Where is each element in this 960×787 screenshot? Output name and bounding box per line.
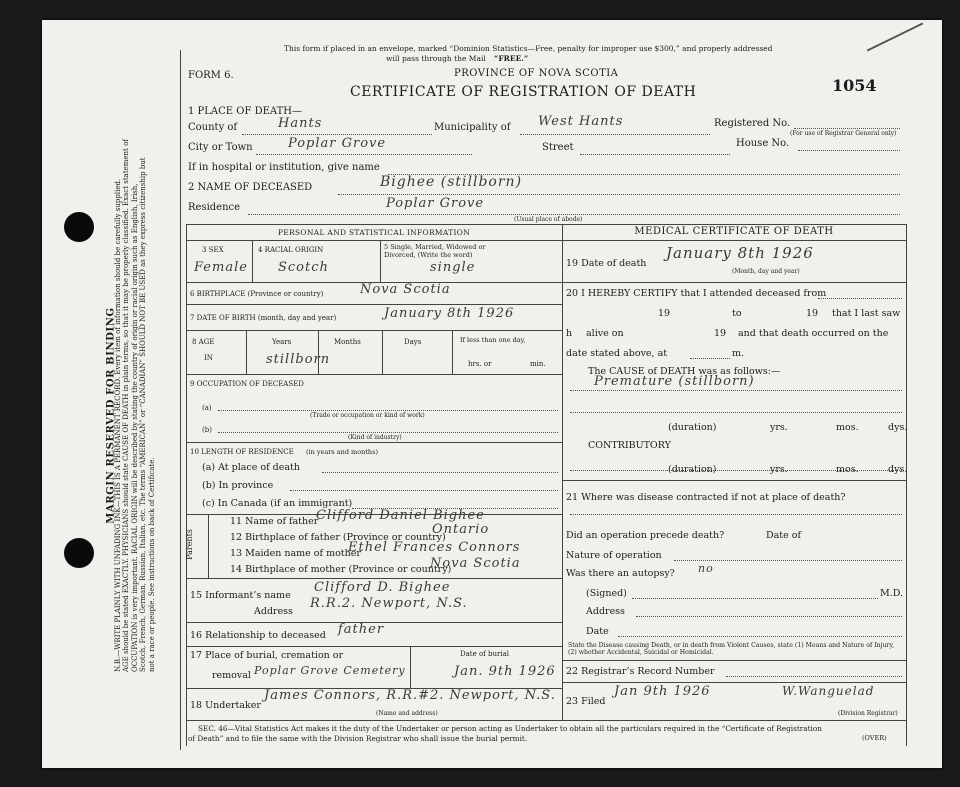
- personal-heading: PERSONAL AND STATISTICAL INFORMATION: [277, 228, 471, 237]
- right-frame: [906, 224, 907, 746]
- division-registrar-note: (Division Registrar): [838, 710, 898, 717]
- rule: [290, 490, 558, 491]
- undertaker-note: (Name and address): [376, 710, 438, 717]
- rule: [726, 676, 902, 677]
- residence-value: Poplar Grove: [386, 196, 485, 211]
- certify-date-stated: date stated above, at: [566, 348, 668, 359]
- mos-label-2: mos.: [836, 464, 859, 475]
- occupation-a: (a): [202, 404, 212, 412]
- days-label: Days: [404, 338, 422, 346]
- registered-note: (For use of Registrar General only): [790, 130, 897, 137]
- municipality-line: [520, 134, 710, 135]
- rule: [186, 240, 562, 241]
- binding-hole-top: [64, 212, 94, 242]
- residence-line: [248, 214, 900, 215]
- rule: [246, 330, 247, 374]
- dob-value: January 8th 1926: [384, 306, 515, 321]
- street-line: [580, 154, 730, 155]
- contributory-label: CONTRIBUTORY: [588, 440, 671, 451]
- mother-label: 13 Maiden name of mother: [230, 548, 361, 559]
- certify-h: h: [566, 328, 573, 339]
- relationship-value: father: [338, 622, 385, 637]
- province-title: PROVINCE OF NOVA SCOTIA: [454, 68, 619, 79]
- occupation-b-line: [218, 432, 558, 433]
- registered-line: [794, 128, 900, 129]
- over-label: (OVER): [862, 734, 887, 742]
- relationship-label: 16 Relationship to deceased: [190, 630, 326, 641]
- residence-at-death: (a) At place of death: [202, 462, 300, 473]
- months-label: Months: [334, 338, 361, 346]
- mos-label: mos.: [836, 422, 859, 433]
- occupation-a-line: [218, 410, 558, 411]
- city-label: City or Town: [188, 142, 253, 153]
- residence-length-note: (in years and months): [306, 448, 378, 456]
- occupation-a-note: (Trade or occupation or kind of work): [310, 412, 425, 419]
- signed-label: (Signed): [586, 588, 627, 599]
- yrs-label-2: yrs.: [770, 464, 788, 475]
- county-value: Hants: [278, 116, 323, 131]
- filed-label: 23 Filed: [566, 696, 606, 707]
- age-label-2: IN: [204, 354, 213, 362]
- certify-alive-on: alive on: [586, 328, 624, 339]
- mother-birthplace-label: 14 Birthplace of mother (Province or country): [230, 564, 452, 575]
- sec46-line-2: of Death” and to file the same with the Division Registrar who shall issue the burial permit.: [188, 734, 528, 743]
- house-line: [798, 150, 900, 151]
- rule: [570, 412, 902, 413]
- residence-label: Residence: [188, 202, 241, 213]
- informant-address-value: R.R.2. Newport, N.S.: [310, 596, 468, 611]
- parents-label: Parents: [184, 529, 194, 560]
- sec46-line-1: SEC. 46—Vital Statistics Act makes it the duty of the Undertaker or person acting as Undertaker to obtain all the particulars required in the “Certificate of Registration: [198, 724, 822, 733]
- certificate-title: CERTIFICATE OF REGISTRATION OF DEATH: [350, 84, 697, 100]
- race-value: Scotch: [278, 260, 329, 275]
- binding-hole-bottom: [64, 538, 94, 568]
- rule: [562, 682, 906, 683]
- instruction-line: OCCUPATION is very important. RACIAL ORIGIN will be described by stating the country of origin or racial origin such as English, Irish,: [130, 183, 139, 673]
- rule: [186, 578, 562, 579]
- rule: [410, 646, 411, 688]
- rule: [452, 330, 453, 374]
- nature-operation-label: Nature of operation: [566, 550, 662, 561]
- cause-instructions-note: State the Disease causing Death, or in death from Violent Causes, state (1) Means and Nature of Injury, (2) whether Accidental, Suicidal or Homicidal.: [568, 642, 895, 656]
- rule: [186, 330, 562, 331]
- rule: [186, 304, 562, 305]
- certify-19c: 19: [714, 328, 727, 339]
- municipality-value: West Hants: [538, 114, 624, 129]
- instructions-block: [113, 139, 156, 673]
- autopsy-value: no: [698, 562, 714, 575]
- yrs-label: yrs.: [770, 422, 788, 433]
- father-birthplace-label: 12 Birthplace of father (Province or country): [230, 532, 446, 543]
- deceased-name-line: [338, 194, 900, 195]
- residence-in-province: (b) In province: [202, 480, 274, 491]
- center-divider: [562, 224, 563, 720]
- rule: [252, 240, 253, 282]
- table-top-rule: [186, 224, 906, 225]
- rule: [208, 514, 209, 578]
- birthplace-value: Nova Scotia: [360, 282, 451, 297]
- residence-note: (Usual place of abode): [514, 216, 583, 223]
- county-label: County of: [188, 122, 238, 133]
- birthplace-label: 6 BIRTHPLACE (Province or country): [190, 290, 324, 298]
- certify-m: m.: [732, 348, 745, 359]
- less-than-day-label: If less than one day,: [460, 336, 526, 344]
- death-date-note: (Month, day and year): [732, 268, 800, 275]
- registrar-signature: W.Wanguelad: [782, 684, 875, 698]
- instruction-line: not a race or people. See instructions on back of Certificate.: [147, 457, 156, 673]
- sex-label: 3 SEX: [202, 246, 224, 254]
- duration-label: (duration): [668, 422, 717, 433]
- burial-date-value: Jan. 9th 1926: [454, 664, 556, 679]
- rule: [618, 636, 902, 637]
- left-frame: [186, 224, 187, 746]
- father-birthplace-value: Ontario: [432, 522, 490, 537]
- burial-date-label: Date of burial: [460, 650, 509, 658]
- city-value: Poplar Grove: [288, 136, 387, 151]
- md-label: M.D.: [880, 588, 904, 599]
- margin-rule: [180, 50, 181, 750]
- registered-label: Registered No.: [714, 118, 791, 129]
- municipality-label: Municipality of: [434, 122, 511, 133]
- signature-line: [632, 598, 878, 599]
- rule: [570, 390, 902, 391]
- instruction-line: N.B.—WRITE PLAINLY WITH UNFADING INK—THIS IS A PERMANENT RECORD. Every item of information should be carefully supplied.: [113, 178, 122, 673]
- dys-label-2: dys.: [888, 464, 908, 475]
- rule: [570, 514, 902, 515]
- rule: [562, 240, 906, 241]
- certify-death-occurred: and that death occurred on the: [738, 328, 889, 339]
- check-mark: [867, 23, 924, 52]
- race-label: 4 RACIAL ORIGIN: [258, 246, 324, 254]
- mother-value: Ethel Frances Connors: [348, 540, 521, 555]
- min-label: min.: [530, 360, 546, 368]
- burial-label-2: removal: [212, 670, 251, 681]
- occupation-label: 9 OCCUPATION OF DECEASED: [190, 380, 304, 388]
- instruction-line: AGE should be stated EXACTLY. PHYSICIANS should state CAUSE OF DEATH in plain terms, so that it may be properly classified. Exact statement of: [122, 139, 131, 673]
- hrs-label: hrs. or: [468, 360, 492, 368]
- deceased-name-value: Bighee (stillborn): [380, 174, 523, 190]
- rule: [818, 298, 902, 299]
- burial-place-value: Poplar Grove Cemetery: [254, 664, 406, 677]
- death-certificate: [42, 20, 942, 768]
- medical-address-label: Address: [586, 606, 625, 617]
- marital-label-1: 5 Single, Married, Widowed or: [384, 243, 486, 251]
- city-line: [256, 154, 472, 155]
- county-line: [242, 134, 432, 135]
- certify-line-1: 20 I HEREBY CERTIFY that I attended deceased from: [566, 288, 827, 299]
- disease-contracted-label: 21 Where was disease contracted if not at place of death?: [566, 492, 846, 503]
- certify-to: to: [732, 308, 742, 319]
- envelope-free: “FREE.”: [494, 54, 529, 63]
- dob-label: 7 DATE OF BIRTH (month, day and year): [190, 314, 337, 322]
- place-section-label: 1 PLACE OF DEATH—: [188, 106, 302, 117]
- rule: [562, 660, 906, 661]
- sex-value: Female: [194, 260, 248, 275]
- cause-label: The CAUSE of DEATH was as follows:—: [588, 366, 781, 377]
- dys-label: dys.: [888, 422, 908, 433]
- death-date-label: 19 Date of death: [566, 258, 647, 269]
- father-label: 11 Name of father: [230, 516, 319, 527]
- street-label: Street: [542, 142, 574, 153]
- years-label: Years: [272, 338, 292, 346]
- rule: [674, 560, 902, 561]
- house-label: House No.: [736, 138, 790, 149]
- rule: [636, 616, 902, 617]
- hospital-label: If in hospital or institution, give name: [188, 162, 380, 173]
- undertaker-value: James Connors, R.R.#2. Newport, N.S.: [264, 688, 556, 703]
- medical-date-label: Date: [586, 626, 609, 637]
- rule: [186, 442, 562, 443]
- marital-value: single: [430, 260, 476, 275]
- registrar-record-label: 22 Registrar’s Record Number: [566, 666, 715, 677]
- footer-rule: [186, 720, 906, 721]
- age-value: stillborn: [266, 352, 331, 367]
- occupation-b-note: (Kind of industry): [348, 434, 402, 441]
- rule: [690, 358, 730, 359]
- residence-length-label: 10 LENGTH OF RESIDENCE: [190, 448, 294, 456]
- binding-label: MARGIN RESERVED FOR BINDING: [105, 307, 117, 524]
- residence-in-canada: (c) In Canada (if an immigrant): [202, 498, 353, 509]
- rule: [322, 472, 558, 473]
- age-label-1: 8 AGE: [192, 338, 215, 346]
- duration-label-2: (duration): [668, 464, 717, 475]
- envelope-note-2: will pass through the Mail: [386, 54, 486, 63]
- mother-birthplace-value: Nova Scotia: [430, 556, 521, 571]
- autopsy-label: Was there an autopsy?: [566, 568, 675, 579]
- marital-label-2: Divorced, (Write the word): [384, 251, 473, 259]
- death-date-value: January 8th 1926: [666, 244, 814, 262]
- operation-label: Did an operation precede death?: [566, 530, 725, 541]
- burial-label-1: 17 Place of burial, cremation or: [190, 650, 344, 661]
- medical-heading: MEDICAL CERTIFICATE OF DEATH: [634, 226, 834, 237]
- certify-last-saw: that I last saw: [832, 308, 901, 319]
- operation-date-label: Date of: [766, 530, 801, 541]
- rule: [562, 282, 906, 283]
- deceased-name-label: 2 NAME OF DECEASED: [188, 182, 313, 193]
- undertaker-label: 18 Undertaker: [190, 700, 261, 711]
- informant-value: Clifford D. Bighee: [314, 580, 451, 595]
- certify-19a: 19: [658, 308, 671, 319]
- form-number: FORM 6.: [188, 70, 234, 81]
- father-value: Clifford Daniel Bighee: [316, 508, 485, 523]
- occupation-b: (b): [202, 426, 212, 434]
- certificate-number: 1054: [832, 76, 877, 95]
- cause-value: Premature (stillborn): [594, 374, 755, 389]
- rule: [380, 240, 381, 282]
- rule: [562, 480, 906, 481]
- rule: [382, 330, 383, 374]
- certify-19b: 19: [806, 308, 819, 319]
- instruction-line: Scotch, French, German, Russian, Italian, etc. The terms “AMERICAN” or “CANADIAN” SHOULD NOT BE USED as they express citizenship but: [139, 157, 148, 673]
- informant-address-label: Address: [254, 606, 293, 617]
- rule: [186, 374, 562, 375]
- filed-value: Jan 9th 1926: [614, 684, 711, 699]
- rule: [186, 646, 562, 647]
- envelope-note-1: This form if placed in an envelope, marked “Dominion Statistics—Free, penalty for improper use $300,” and properly addressed: [284, 44, 773, 53]
- informant-label: 15 Informant’s name: [190, 590, 291, 601]
